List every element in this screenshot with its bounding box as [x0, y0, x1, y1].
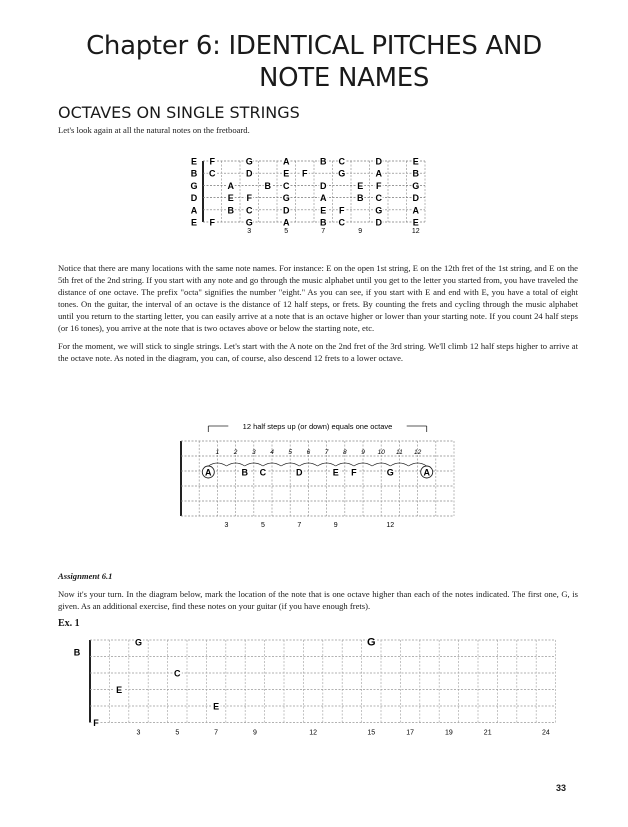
fretboard-natural-notes: [0, 150, 628, 250]
chapter-title-line-2: NOTE NAMES: [258, 63, 430, 93]
fret-number: 9: [358, 228, 363, 235]
fret-note: G: [367, 636, 376, 649]
fret-note: A: [375, 168, 382, 179]
fret-note: D: [320, 180, 327, 191]
fret-number: 5: [175, 729, 180, 737]
step-number: 6: [306, 449, 311, 456]
step-number: 4: [270, 449, 274, 456]
step-number: 2: [233, 449, 238, 456]
fret-note: B: [264, 180, 271, 191]
fretboard-exercise: [0, 632, 628, 742]
fret-note: E: [357, 180, 364, 191]
octave-caption: 12 half steps up (or down) equals one octave: [242, 422, 393, 431]
open-string-note: E: [190, 156, 198, 167]
fret-number: 12: [386, 522, 395, 529]
fret-note: C: [209, 168, 216, 179]
fret-note: A: [423, 467, 430, 478]
open-string-note: D: [190, 193, 198, 204]
fret-number: 7: [321, 228, 326, 235]
fret-number: 12: [309, 729, 317, 737]
fret-note: G: [245, 217, 253, 228]
step-number: 8: [342, 449, 347, 456]
fret-note: E: [412, 156, 419, 167]
fret-note: C: [246, 205, 253, 216]
fret-note: C: [259, 467, 267, 478]
step-number: 12: [413, 449, 422, 456]
fret-number: 9: [333, 522, 338, 529]
assignment-text: Now it's your turn. In the diagram below, mark the location of the note that is one octave higher than each of the notes indicated. The first one, G, is given. As an additional exercise, find these notes on your guitar (if you have enough frets).: [58, 589, 578, 611]
fret-note: F: [351, 467, 357, 478]
step-number: 1: [215, 449, 220, 456]
fret-note: E: [412, 217, 419, 228]
fret-note: A: [205, 467, 212, 478]
fret-note: B: [320, 217, 327, 228]
string-label: B: [73, 647, 81, 658]
fret-note: B: [357, 193, 364, 204]
fret-note: A: [283, 156, 290, 167]
fret-number: 3: [247, 228, 252, 235]
open-string-note: B: [190, 168, 198, 179]
fret-note: C: [283, 180, 290, 191]
paragraph-octave: Notice that there are many locations with the same note names. For instance: E on the open 1st string, E on the 12th fret of the 1st string, and E on the 5th fret of the 2nd string. If you start with any note and go through the music alphabet until you get to the letter you started from, you have traveled the distance of one octave. The prefix "octa" signifies the number "eight." As you can see, if you start with E and end with E, you have a total of eight tones. On the guitar, the interval of an octave is the distance of 12 half steps, or frets. By counting the frets and cycling through the music alphabet until you return to the starting letter, you can easily arrive at a note that is an octave higher or lower than your starting note. If you count 24 half steps (or 16 tones), you arrive at the note that is two octaves above or below the starting note, etc.: [58, 263, 578, 333]
intro-text: Let's look again at all the natural notes on the fretboard.: [58, 125, 250, 135]
example-label: Ex. 1: [58, 618, 80, 629]
fret-note: E: [283, 168, 290, 179]
fret-number: 24: [542, 729, 550, 737]
fret-note: C: [375, 193, 382, 204]
fret-note: G: [134, 637, 143, 648]
fret-note: A: [320, 193, 327, 204]
page-number: 33: [556, 783, 567, 793]
chapter-title-line-1: Chapter 6: IDENTICAL PITCHES AND: [86, 31, 542, 61]
chapter-title: [0, 30, 628, 94]
fret-note: F: [302, 168, 308, 179]
fret-note: B: [320, 156, 327, 167]
fret-note: B: [241, 467, 248, 478]
fret-note: B: [412, 168, 419, 179]
fret-note: E: [213, 701, 220, 712]
fret-note: E: [320, 205, 327, 216]
fret-note: A: [283, 217, 290, 228]
fret-note: D: [375, 217, 382, 228]
open-string-note: A: [190, 205, 198, 216]
section-heading: OCTAVES ON SINGLE STRINGS: [58, 103, 300, 122]
fret-note: A: [227, 180, 234, 191]
fret-number: 19: [445, 729, 453, 737]
fret-note: F: [209, 156, 215, 167]
fret-number: 7: [214, 729, 219, 737]
fret-note: E: [227, 193, 234, 204]
fret-note: B: [227, 205, 234, 216]
fret-note: E: [116, 685, 123, 695]
step-number: 5: [288, 449, 293, 456]
fret-note: F: [209, 217, 215, 228]
assignment-label: Assignment 6.1: [58, 571, 113, 581]
open-string-note: G: [190, 180, 198, 191]
fret-note: G: [412, 180, 420, 191]
step-number: 10: [377, 449, 385, 456]
fret-note: F: [246, 193, 252, 204]
fret-note: C: [174, 668, 181, 679]
fret-number: 9: [252, 729, 257, 737]
fret-note: D: [246, 168, 253, 179]
fret-note: D: [412, 193, 419, 204]
fret-note: G: [375, 205, 383, 216]
fret-note: F: [376, 180, 382, 191]
step-number: 3: [251, 449, 256, 456]
step-number: 9: [361, 449, 365, 456]
fret-number: 3: [224, 522, 229, 529]
fret-number: 7: [297, 522, 302, 529]
fret-note: D: [283, 205, 290, 216]
fret-note: D: [375, 156, 382, 167]
fret-note: G: [282, 193, 290, 204]
fret-number: 5: [260, 522, 265, 529]
fret-note: G: [386, 467, 394, 478]
fret-number: 17: [406, 729, 414, 737]
fret-note: C: [338, 217, 345, 228]
open-string-note: E: [190, 217, 198, 228]
fret-note: F: [93, 718, 99, 728]
fret-note: A: [412, 205, 419, 216]
fret-number: 5: [284, 228, 289, 235]
fret-number: 12: [411, 228, 420, 235]
fret-note: F: [339, 205, 345, 216]
fretboard-octave-example: [0, 420, 628, 529]
body-text: [58, 262, 578, 370]
fret-note: C: [338, 156, 345, 167]
step-number: 7: [324, 449, 329, 456]
fret-note: G: [245, 156, 253, 167]
step-number: 11: [396, 449, 403, 456]
paragraph-single-strings: For the moment, we will stick to single strings. Let's start with the A note on the 2nd fret of the 3rd string. We'll climb 12 half steps higher to arrive at the octave note. As noted in the diagram, you can, of course, also descend 12 frets to a lower octave.: [58, 341, 578, 363]
fret-number: 21: [483, 729, 492, 737]
fret-note: D: [296, 467, 303, 478]
fret-number: 15: [367, 729, 376, 737]
fret-note: G: [338, 168, 346, 179]
fret-note: E: [332, 467, 339, 478]
fret-number: 3: [136, 729, 141, 737]
